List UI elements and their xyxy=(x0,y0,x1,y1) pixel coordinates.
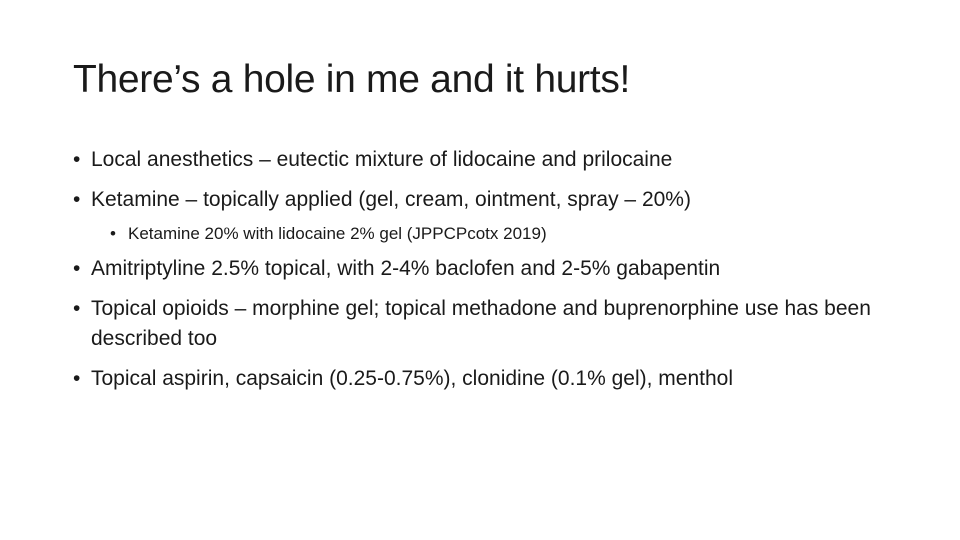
bullet-dot-icon: • xyxy=(73,257,81,280)
bullet-text: Topical aspirin, capsaicin (0.25-0.75%), clonidine (0.1% gel), menthol xyxy=(91,367,733,390)
bullet-dot-icon: • xyxy=(73,188,81,211)
bullet-item xyxy=(73,364,893,394)
bullet-item xyxy=(73,145,893,175)
bullet-dot-icon: • xyxy=(110,224,116,243)
bullet-dot-icon: • xyxy=(73,367,81,390)
sub-bullet-item xyxy=(110,221,893,247)
slide-title: There’s a hole in me and it hurts! xyxy=(73,58,631,101)
bullet-text: Amitriptyline 2.5% topical, with 2-4% baclofen and 2-5% gabapentin xyxy=(91,257,721,280)
bullet-text: Ketamine 20% with lidocaine 2% gel (JPPCPcotx 2019) xyxy=(128,224,547,243)
bullet-text: Ketamine – topically applied (gel, cream, ointment, spray – 20%) xyxy=(91,188,691,211)
bullet-dot-icon: • xyxy=(73,148,81,171)
bullet-list xyxy=(73,145,893,404)
bullet-item xyxy=(73,254,893,284)
bullet-text: Local anesthetics – eutectic mixture of lidocaine and prilocaine xyxy=(91,148,673,171)
bullet-item xyxy=(73,294,893,354)
bullet-item xyxy=(73,185,893,215)
bullet-text: Topical opioids – morphine gel; topical methadone and buprenorphine use has been described too xyxy=(91,297,871,350)
bullet-dot-icon: • xyxy=(73,297,81,320)
